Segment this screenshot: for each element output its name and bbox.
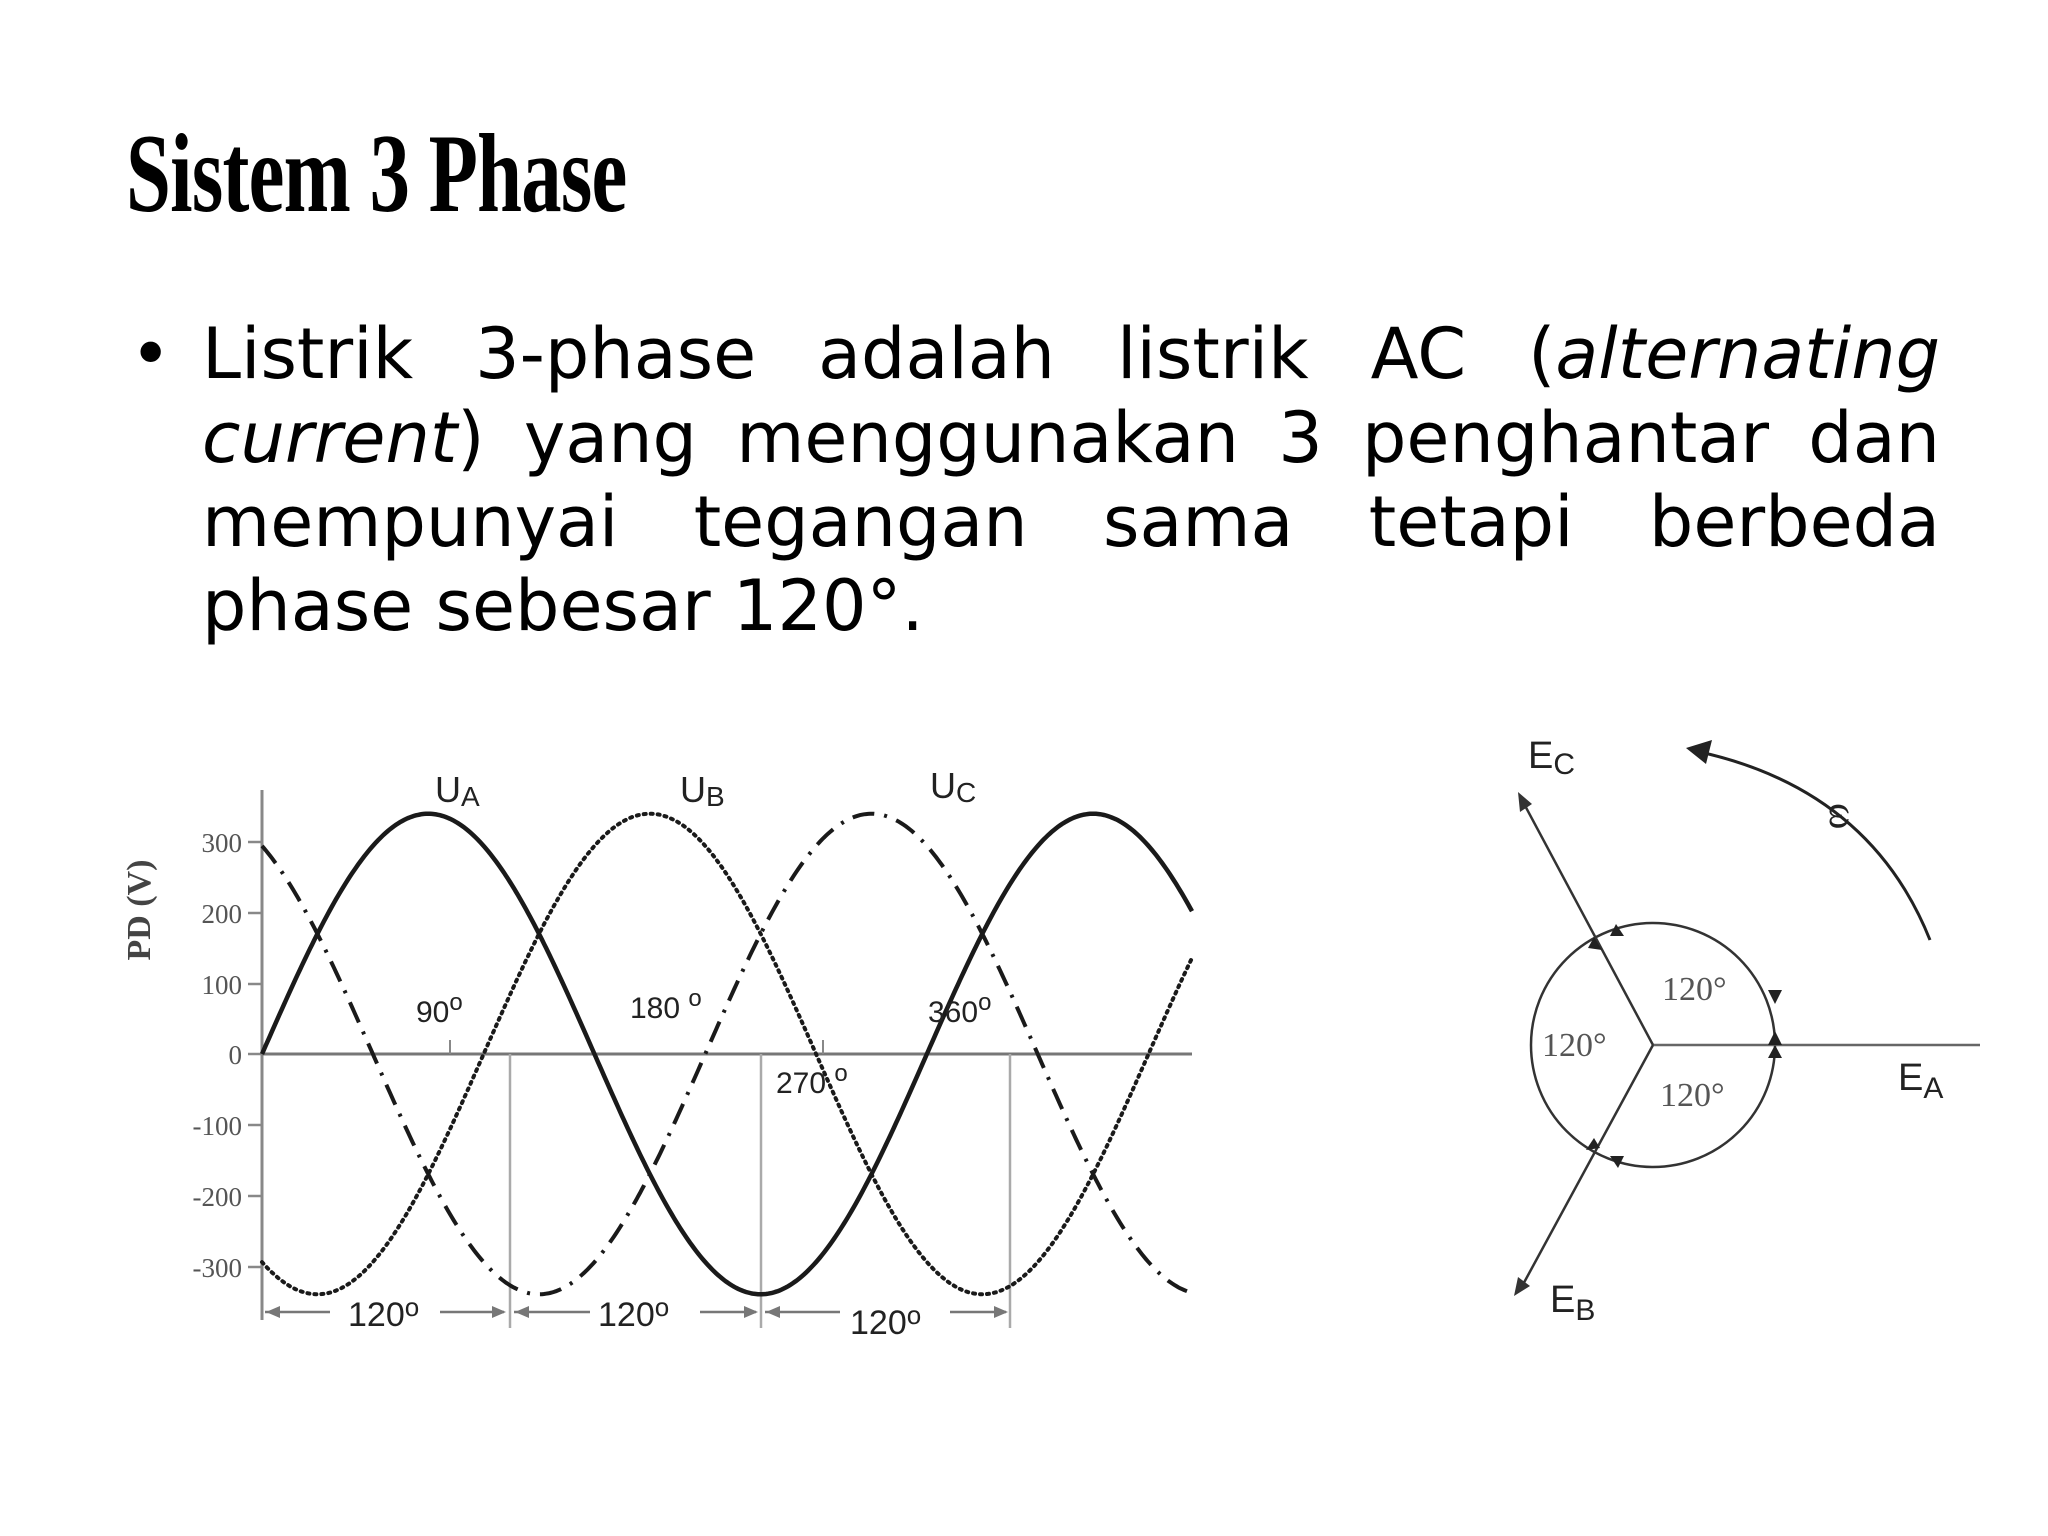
- phasor-eb-arrowhead: [1514, 1277, 1530, 1296]
- angle-label-top-right: 120°: [1662, 971, 1727, 1008]
- bullet-text-italic: alternating current: [202, 313, 1940, 479]
- spacing-dimension: [514, 1292, 758, 1334]
- bullet-marker: •: [130, 313, 172, 395]
- angle-label-360: 360$^o$: [928, 989, 992, 1029]
- y-tick: [193, 1182, 263, 1212]
- bullet-list: [120, 312, 1940, 648]
- y-tick: [202, 970, 263, 1000]
- y-tick-label: 200: [201, 899, 242, 929]
- angle-label-left: 120°: [1542, 1027, 1607, 1064]
- bullet-text-end: ) yang menggunakan 3 penghantar dan mempunyai tegangan sama tetapi berbeda phase sebesar 120°.: [202, 397, 1940, 647]
- phasor-ec-line: [1522, 800, 1653, 1045]
- angle-label-180: 180 $^o$: [630, 985, 702, 1025]
- y-tick-label: -200: [192, 1182, 242, 1212]
- series-uc-label: UC: [930, 765, 977, 808]
- y-tick-label: -300: [192, 1253, 242, 1283]
- y-tick: [229, 1040, 263, 1070]
- spacing-label: 120$^o$: [598, 1292, 670, 1334]
- bullet-text-start: Listrik 3-phase adalah listrik AC (: [202, 313, 1556, 395]
- spacing-label: 120$^o$: [850, 1300, 922, 1342]
- series-ua-label: UA: [435, 769, 480, 812]
- phasor-ea-label: $E_A$: [1898, 1057, 1944, 1105]
- rotation-arc: [1700, 752, 1930, 940]
- spacing-label: 120$^o$: [348, 1292, 420, 1334]
- y-tick-label: -100: [192, 1111, 242, 1141]
- angle-label-bottom-right: 120°: [1660, 1077, 1725, 1114]
- y-tick: [202, 828, 263, 858]
- phasor-ec-label: EC: [1528, 735, 1576, 781]
- angle-label-90: 90$^o$: [416, 989, 463, 1029]
- phasor-ec-arrowhead: [1518, 792, 1532, 812]
- y-axis-label: PD (V): [121, 859, 158, 961]
- bullet-item: [120, 312, 1940, 648]
- series-ub-label: UB: [680, 769, 725, 812]
- y-tick: [193, 1111, 263, 1141]
- rotation-arrowhead: [1686, 740, 1712, 764]
- angle-label-270: 270 $^o$: [776, 1060, 848, 1100]
- spacing-dimension: [765, 1300, 1008, 1342]
- three-phase-waveform-chart: [100, 760, 1240, 1342]
- phasor-eb-label: $E_B$: [1550, 1279, 1596, 1327]
- slide-title: Sistem 3 Phase: [126, 112, 627, 236]
- y-tick: [202, 899, 263, 929]
- y-ticks: [193, 828, 263, 1283]
- y-tick-label: 300: [201, 828, 242, 858]
- y-tick: [193, 1253, 263, 1283]
- omega-label: ω: [1821, 803, 1866, 830]
- y-tick-label: 100: [201, 970, 242, 1000]
- y-tick-label: 0: [228, 1040, 242, 1070]
- spacing-dimension: [265, 1292, 506, 1334]
- phasor-diagram: [1490, 700, 1970, 1340]
- phase-separators: [510, 1054, 1010, 1328]
- phasor-eb-line: [1520, 1045, 1653, 1290]
